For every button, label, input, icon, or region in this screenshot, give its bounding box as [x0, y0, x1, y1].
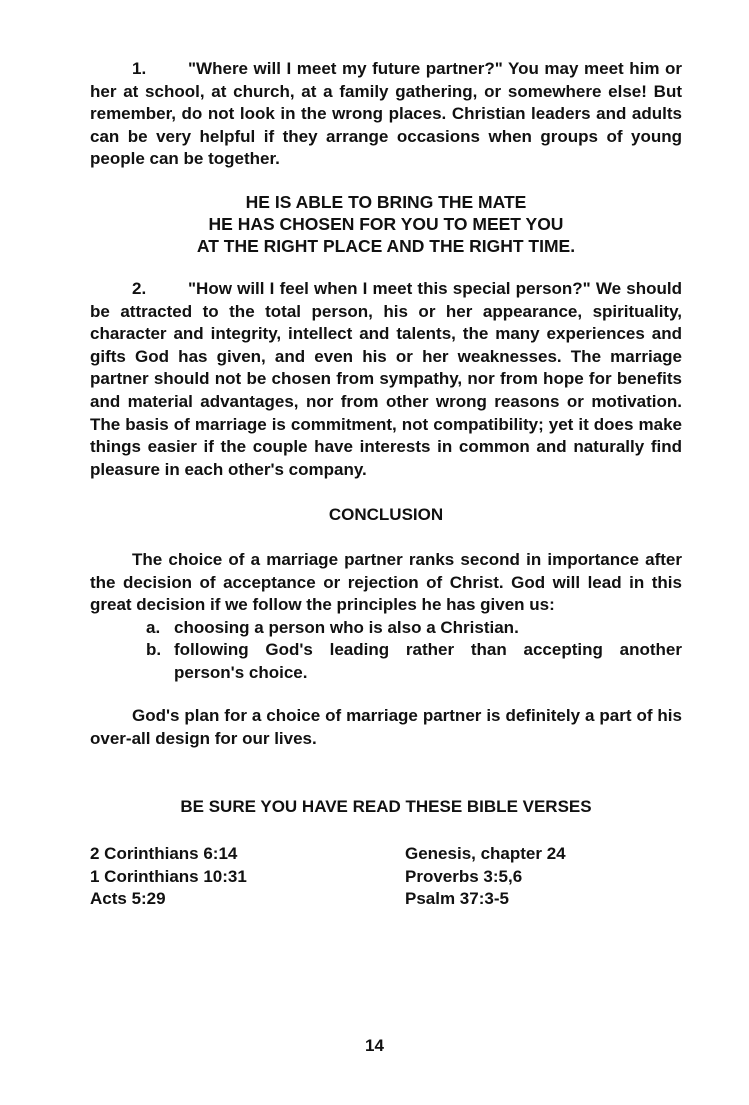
list-item-text: choosing a person who is also a Christian.: [174, 617, 519, 637]
verses-heading: BE SURE YOU HAVE READ THESE BIBLE VERSES: [180, 796, 592, 816]
callout-block: [90, 191, 682, 257]
paragraph-1-text: "Where will I meet my future partner?" You may meet him or her at school, at church, at a family gathering, or somewhere else! But remember, do not look in the wrong places. Christian leaders and adults can be very helpful if they arrange occasions when groups of young people can be together.: [90, 59, 682, 169]
list-item-text: following God's leading rather than accepting another person's choice.: [174, 640, 682, 682]
verses-list: [90, 843, 682, 911]
page-number: 14: [365, 1036, 384, 1055]
verse-reference: Proverbs 3:5,6: [405, 866, 523, 886]
verse-reference: Psalm 37:3-5: [405, 889, 509, 909]
verse-reference: 1 Corinthians 10:31: [90, 866, 247, 886]
list-item: [146, 617, 682, 640]
page-body: [90, 58, 682, 911]
verse-reference: Acts 5:29: [90, 889, 166, 909]
callout-line-1: HE IS ABLE TO BRING THE MATE: [245, 191, 527, 212]
conclusion-intro: The choice of a marriage partner ranks second in importance after the decision of acceptance or rejection of Christ. God will lead in this great decision if we follow the principles he has given us:: [90, 549, 682, 615]
list-item: [146, 639, 682, 684]
verse-reference: 2 Corinthians 6:14: [90, 844, 238, 864]
verses-column-right: [405, 843, 682, 911]
callout-line-2: HE HAS CHOSEN FOR YOU TO MEET YOU: [208, 213, 564, 234]
conclusion-heading: CONCLUSION: [328, 505, 444, 525]
list-item-marker: a.: [146, 617, 161, 637]
list-item-marker: b.: [146, 640, 162, 660]
conclusion-list: [90, 617, 682, 685]
paragraph-2-number: 2.: [132, 278, 147, 298]
callout-line-3: AT THE RIGHT PLACE AND THE RIGHT TIME.: [196, 235, 576, 256]
verse-reference: Genesis, chapter 24: [405, 844, 566, 864]
verses-column-left: [90, 843, 405, 911]
conclusion-closing: God's plan for a choice of marriage partner is definitely a part of his over-all design for our lives.: [90, 706, 682, 749]
paragraph-2: [90, 278, 682, 481]
paragraph-1: [90, 58, 682, 171]
paragraph-1-number: 1.: [132, 59, 147, 78]
paragraph-2-text: "How will I feel when I meet this special person?" We should be attracted to the total person, his or her appearance, spirituality, character and integrity, intellect and talents, the many experiences and gifts God has given, and even his or her weaknesses. The marriage partner should not be chosen from sympathy, nor from hope for benefits and material advantages, nor from other wrong reasons or motivation. The basis of marriage is commitment, not compatibility; yet it does make things easier if the couple have interests in common and naturally find pleasure in each other's company.: [90, 278, 682, 479]
